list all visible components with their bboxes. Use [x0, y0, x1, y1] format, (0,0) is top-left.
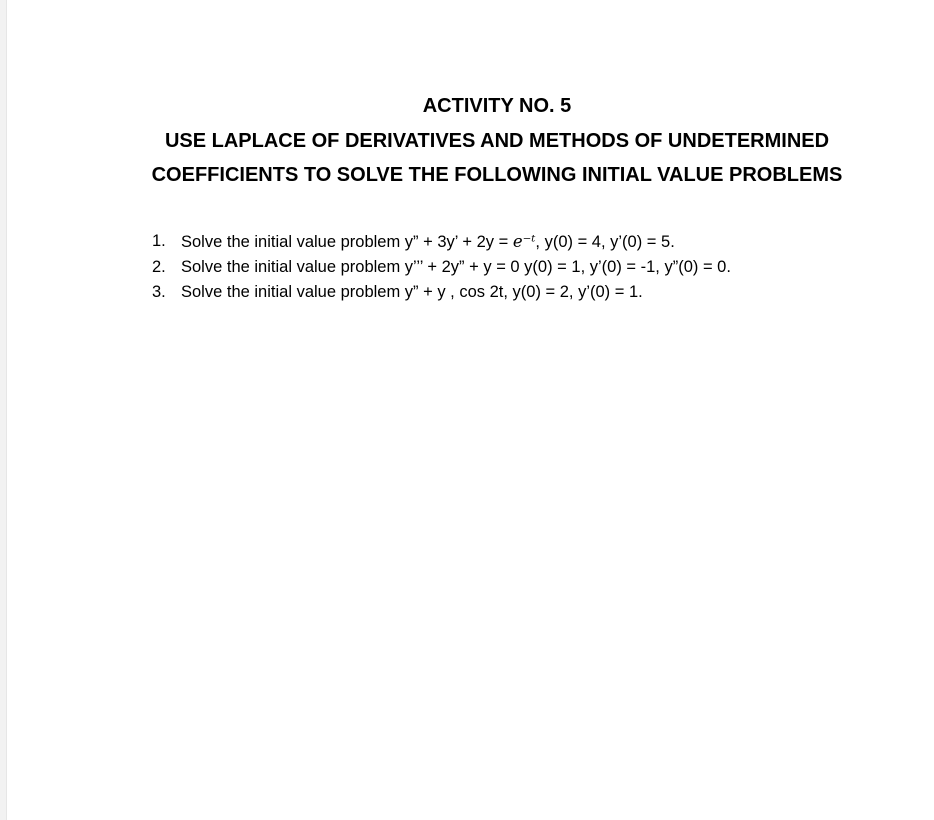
problem-text: Solve the initial value problem y’’’ + 2y” + y = 0 y(0) = 1, y’(0) = -1, y”(0) = 0.	[181, 258, 731, 276]
document-page	[7, 0, 934, 820]
page-left-edge	[0, 0, 7, 820]
problem-math: e⁻ᵗ	[512, 232, 536, 251]
activity-title: ACTIVITY NO. 5	[422, 95, 572, 117]
problem-item-2	[152, 255, 731, 280]
problem-list	[152, 229, 731, 305]
problem-number: 3.	[152, 283, 166, 301]
instruction-line-2: COEFFICIENTS TO SOLVE THE FOLLOWING INITIAL VALUE PROBLEMS	[151, 164, 843, 186]
problem-number: 2.	[152, 258, 166, 276]
problem-text: Solve the initial value problem y” + y , cos 2t, y(0) = 2, y’(0) = 1.	[181, 283, 643, 301]
problem-number: 1.	[152, 232, 166, 250]
problem-item-3	[152, 280, 731, 305]
instruction-line-1: USE LAPLACE OF DERIVATIVES AND METHODS OF UNDETERMINED	[164, 130, 830, 152]
problem-item-1	[152, 229, 731, 255]
problem-text-end: , y(0) = 4, y’(0) = 5.	[535, 233, 675, 251]
problem-text: Solve the initial value problem y” + 3y’ + 2y =	[181, 233, 513, 251]
